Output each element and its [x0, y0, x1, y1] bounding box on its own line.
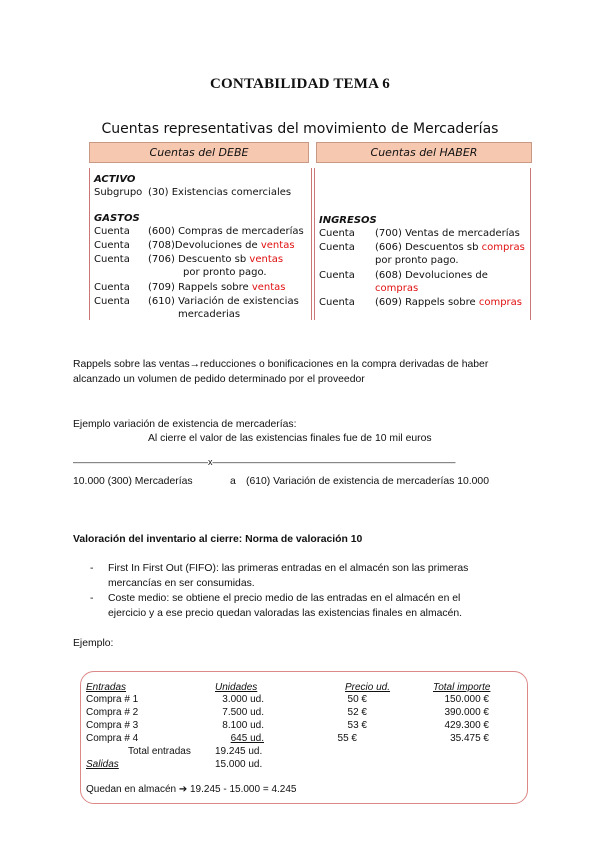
- journal-separator: ———————————————x———————————————————————————: [73, 457, 456, 467]
- cuenta-label: Cuenta: [94, 296, 130, 307]
- row-units: 7.500 ud.: [222, 707, 264, 718]
- account-708-keyword: ventas: [260, 240, 295, 251]
- haber-header: Cuentas del HABER: [316, 142, 532, 163]
- row-label: Compra # 4: [86, 733, 139, 744]
- fifo-line-1: First In First Out (FIFO): las primeras entradas en el almacén son las primeras: [108, 563, 469, 574]
- journal-entry-credit: (610) Variación de existencia de mercaderías 10.000: [246, 476, 489, 487]
- row-total: 35.475 €: [450, 733, 489, 744]
- journal-entry-a: a: [230, 476, 236, 487]
- cuenta-label: Cuenta: [94, 282, 130, 293]
- account-606-keyword: compras: [481, 242, 525, 253]
- row-units: 645 ud.: [230, 733, 264, 744]
- account-709-text: (709) Rappels sobre: [148, 282, 252, 293]
- cuenta-label: Cuenta: [319, 297, 355, 308]
- account-610: (610) Variación de existencias: [148, 296, 299, 307]
- table-subtitle: Cuentas representativas del movimiento de Mercaderías: [101, 121, 499, 137]
- ejemplo-label: Ejemplo:: [73, 638, 114, 649]
- header-precio: Precio ud.: [345, 682, 391, 693]
- row-price: 50 €: [347, 694, 367, 705]
- cuenta-label: Cuenta: [319, 242, 355, 253]
- row-label: Compra # 1: [86, 694, 139, 705]
- ejemplo-variacion-heading: Ejemplo variación de existencia de mercaderías:: [73, 419, 297, 430]
- coste-medio-line-1: Coste medio: se obtiene el precio medio de las entradas en el almacén en el: [108, 593, 461, 604]
- salidas-units: 15.000 ud.: [215, 759, 263, 770]
- account-706-text: (706) Descuento sb: [148, 254, 250, 265]
- subgrupo-label: Subgrupo: [94, 187, 143, 198]
- page-title: CONTABILIDAD TEMA 6: [210, 76, 390, 92]
- total-entradas-label: Total entradas: [128, 746, 191, 757]
- account-608-keyword: compras: [375, 283, 419, 294]
- salidas-label: Salidas: [86, 759, 119, 770]
- row-total: 390.000 €: [444, 707, 489, 718]
- cuenta-label: Cuenta: [94, 240, 130, 251]
- row-label: Compra # 2: [86, 707, 139, 718]
- valoracion-heading: Valoración del inventario al cierre: Norma de valoración 10: [73, 534, 363, 545]
- row-total: 429.300 €: [444, 720, 489, 731]
- account-608: (608) Devoluciones de: [375, 270, 488, 281]
- account-708-text: (708)Devoluciones de: [148, 240, 261, 251]
- debe-header: Cuentas del DEBE: [89, 142, 309, 163]
- row-price: 52 €: [347, 707, 367, 718]
- header-unidades: Unidades: [215, 682, 258, 693]
- account-609-text: (609) Rappels sobre: [375, 297, 479, 308]
- ingresos-label: INGRESOS: [319, 215, 377, 226]
- row-label: Compra # 3: [86, 720, 139, 731]
- row-total: 150.000 €: [444, 694, 489, 705]
- row-units: 8.100 ud.: [222, 720, 264, 731]
- account-709-keyword: ventas: [251, 282, 286, 293]
- account-600: (600) Compras de mercaderías: [148, 226, 304, 237]
- cuenta-label: Cuenta: [94, 254, 130, 265]
- account-610-cont: mercaderias: [178, 309, 241, 320]
- ejemplo-variacion-text: Al cierre el valor de las existencias finales fue de 10 mil euros: [148, 433, 432, 444]
- bullet-dash: -: [90, 563, 94, 574]
- account-609-keyword: compras: [478, 297, 522, 308]
- account-706-keyword: ventas: [249, 254, 284, 265]
- total-entradas-units: 19.245 ud.: [215, 746, 263, 757]
- row-price: 55 €: [337, 733, 357, 744]
- coste-medio-line-2: ejercicio y a ese precio quedan valoradas las existencias finales en almacén.: [108, 608, 463, 619]
- header-entradas: Entradas: [86, 682, 127, 693]
- row-price: 53 €: [347, 720, 367, 731]
- account-700: (700) Ventas de mercaderías: [375, 228, 520, 239]
- quedan-en-almacen: Quedan en almacén ➔ 19.245 - 15.000 = 4.245: [86, 784, 297, 795]
- cuenta-label: Cuenta: [94, 226, 130, 237]
- rappels-line-1: Rappels sobre las ventas→reducciones o bonificaciones en la compra derivadas de haber: [73, 359, 489, 370]
- cuenta-label: Cuenta: [319, 228, 355, 239]
- account-706-cont: por pronto pago.: [183, 267, 267, 278]
- account-606-text: (606) Descuentos sb: [375, 242, 482, 253]
- row-units: 3.000 ud.: [222, 694, 264, 705]
- rappels-line-2: alcanzado un volumen de pedido determinado por el proveedor: [73, 374, 365, 385]
- account-606-cont: por pronto pago.: [375, 255, 459, 266]
- bullet-dash: -: [90, 593, 94, 604]
- header-total: Total importe: [433, 682, 491, 693]
- activo-label: ACTIVO: [94, 174, 136, 185]
- cuenta-label: Cuenta: [319, 270, 355, 281]
- subgrupo-text: (30) Existencias comerciales: [148, 187, 292, 198]
- gastos-label: GASTOS: [94, 213, 140, 224]
- fifo-line-2: mercancías en ser consumidas.: [108, 578, 255, 589]
- journal-entry-debit: 10.000 (300) Mercaderías: [73, 476, 193, 487]
